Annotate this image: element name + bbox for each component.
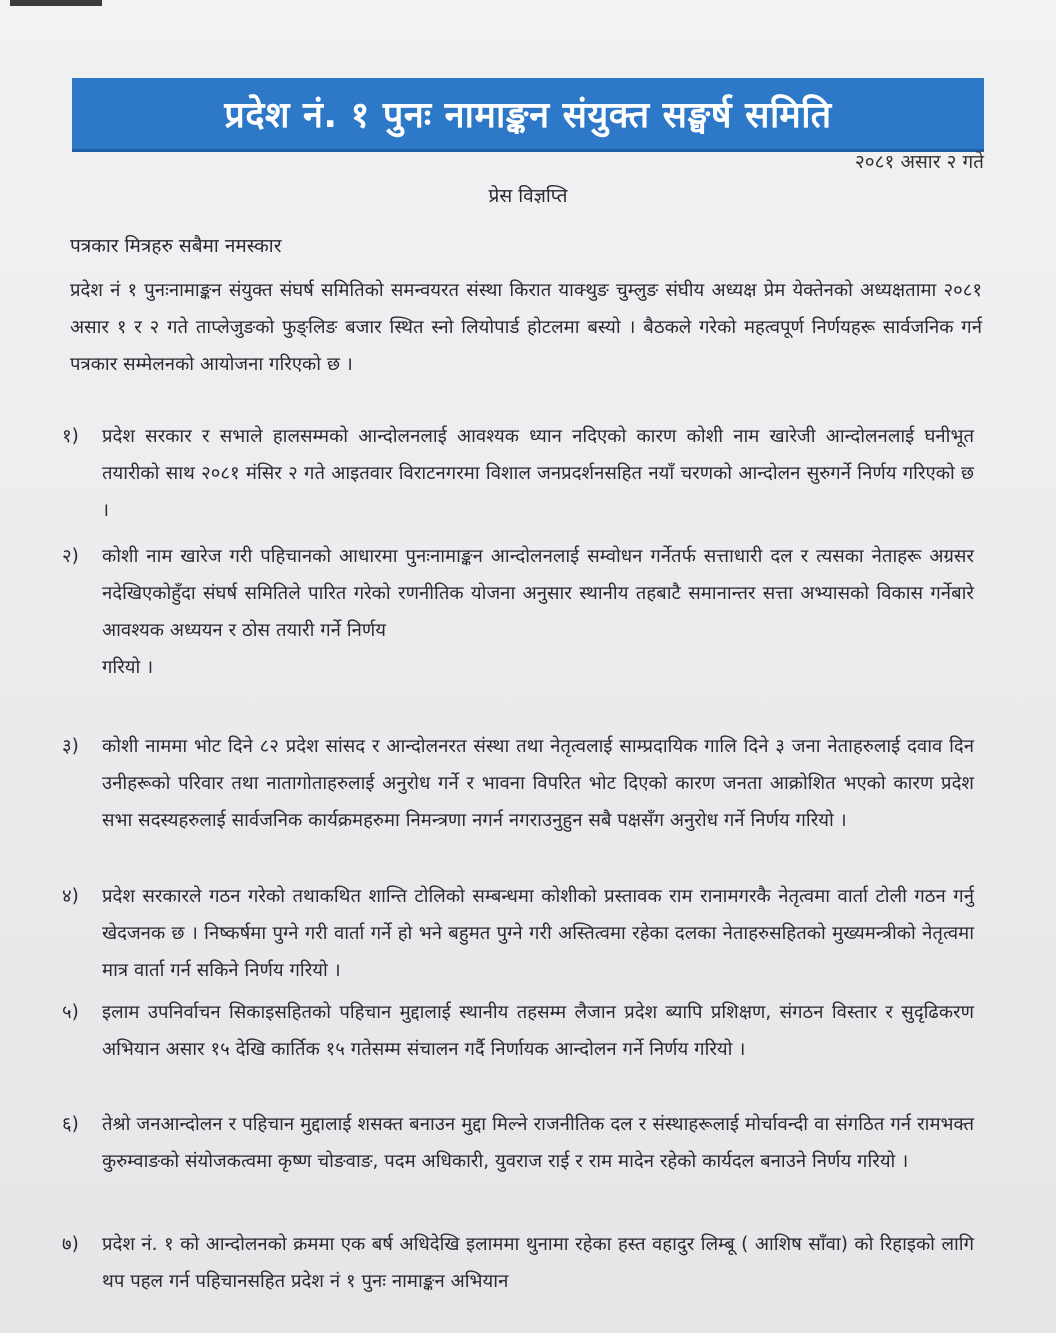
item-number: ६) [62, 1114, 79, 1135]
item-text-wrapper [102, 538, 974, 686]
item-text: प्रदेश सरकार र सभाले हालसम्मको आन्दोलनलाई आवश्यक ध्यान नदिएको कारण कोशी नाम खारेजी आन्दोलनलाई घनीभूत तयारीको साथ २०८१ मंसिर २ गते आइतवार विराटनगरमा विशाल जनप्रदर्शनसहित नयाँ चरणको आन्दोलन सुरुगर्ने निर्णय गरिएको छ । [102, 426, 974, 521]
item-number: ७) [62, 1234, 79, 1255]
salutation: पत्रकार मित्रहरु सबैमा नमस्कार [70, 235, 282, 257]
item-number: ५) [62, 1002, 79, 1023]
document-date: २०८१ असार २ गते [854, 151, 984, 173]
item-number: ३) [62, 736, 79, 757]
item-number: २) [62, 546, 79, 567]
decision-item-6 [62, 1106, 974, 1180]
decision-item-1 [62, 418, 974, 529]
item-text: इलाम उपनिर्वाचन सिकाइसहितको पहिचान मुद्दालाई स्थानीय तहसम्म लैजान प्रदेश ब्यापि प्रशिक्षण, संगठन विस्तार र सुदृढिकरण अभियान असार १५ देखि कार्तिक १५ गतेसम्म संचालन गर्दै निर्णायक आन्दोलन गर्ने निर्णय गरियो । [102, 1002, 974, 1060]
item-text: कोशी नाममा भोट दिने ८२ प्रदेश सांसद र आन्दोलनरत संस्था तथा नेतृत्वलाई साम्प्रदायिक गालि दिने ३ जना नेताहरुलाई दवाव दिन उनीहरूको परिवार तथा नातागोताहरुलाई अनुरोध गर्ने र भावना विपरित भोट दिएको कारण जनता आक्रोशित भएको कारण प्रदेश सभा सदस्यहरुलाई सार्वजनिक कार्यक्रमहरुमा निमन्त्रणा नगर्न नगराउनुहुन सबै पक्षसँग अनुरोध गर्ने निर्णय गरियो । [102, 736, 974, 831]
decision-item-3 [62, 728, 974, 839]
item-number: १) [62, 426, 79, 447]
decision-item-5 [62, 994, 974, 1068]
decision-item-2 [62, 538, 974, 686]
item-text: प्रदेश नं. १ को आन्दोलनको क्रममा एक बर्ष अधिदेखि इलाममा थुनामा रहेका हस्त वहादुर लिम्बू ( आशिष साँवा) को रिहाइको लागि थप पहल गर्न पहिचानसहित प्रदेश नं १ पुनः नामाङ्कन अभियान [102, 1234, 974, 1292]
document-title: प्रदेश नं. १ पुनः नामाङ्कन संयुक्त सङ्घर्ष समिति [224, 95, 832, 136]
binder-clip-mark [10, 0, 102, 6]
item-text: तेश्रो जनआन्दोलन र पहिचान मुद्दालाई शसक्त बनाउन मुद्दा मिल्ने राजनीतिक दल र संस्थाहरूलाई मोर्चावन्दी वा संगठित गर्न रामभक्त कुरुम्वाङको संयोजकत्वमा कृष्ण चोङवाङ, पदम अधिकारी, युवराज राई र राम मादेन रहेको कार्यदल बनाउने निर्णय गरियो । [102, 1114, 974, 1172]
decision-item-4 [62, 878, 974, 989]
press-release-heading: प्रेस विज्ञप्ति [488, 185, 568, 207]
item-number: ४) [62, 886, 79, 907]
decision-item-7 [62, 1226, 974, 1300]
item-text: कोशी नाम खारेज गरी पहिचानको आधारमा पुनःनामाङ्कन आन्दोलनलाई सम्वोधन गर्नेतर्फ सत्ताधारी दल र त्यसका नेताहरू अग्रसर नदेखिएकोहुँदा संघर्ष समितिले पारित गरेको रणनीतिक योजना अनुसार स्थानीय तहबाटै समानान्तर सत्ता अभ्यासको विकास गर्नेबारे आवश्यक अध्ययन र ठोस तयारी गर्ने निर्णय [102, 546, 974, 641]
item-text-continuation: गरियो । [102, 657, 154, 678]
title-banner [72, 78, 984, 152]
item-text: प्रदेश सरकारले गठन गरेको तथाकथित शान्ति टोलिको सम्बन्धमा कोशीको प्रस्तावक राम रानामगरकै नेतृत्वमा वार्ता टोली गठन गर्नु खेदजनक छ । निष्कर्षमा पुग्ने गरी वार्ता गर्ने हो भने बहुमत पुग्ने गरी अस्तित्वमा रहेका दलका नेताहरुसहितको मुख्यमन्त्रीको नेतृत्वमा मात्र वार्ता गर्न सकिने निर्णय गरियो । [102, 886, 974, 981]
intro-paragraph: प्रदेश नं १ पुनःनामाङ्कन संयुक्त संघर्ष समितिको समन्वयरत संस्था किरात याक्थुङ चुम्लुङ संघीय अध्यक्ष प्रेम येक्तेनको अध्यक्षतामा २०८१ असार १ र २ गते ताप्लेजुङको फुङ्लिङ बजार स्थित स्नो लियोपार्ड होटलमा बस्यो । बैठकले गरेको महत्वपूर्ण निर्णयहरू सार्वजनिक गर्न पत्रकार सम्मेलनको आयोजना गरिएको छ । [70, 280, 982, 375]
